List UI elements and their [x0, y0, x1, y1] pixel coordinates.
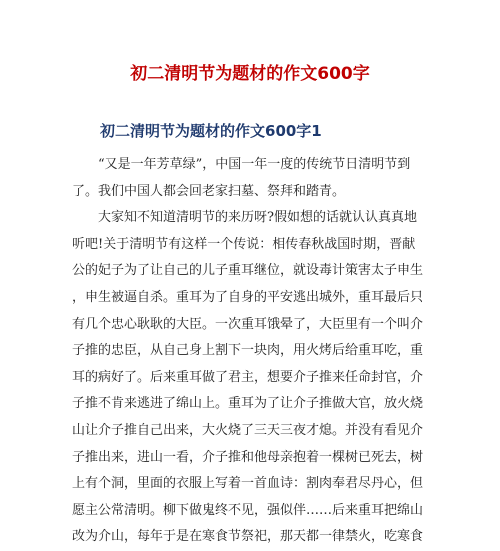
paragraph-line: 山让介子推自己出来，大火烧了三天三夜才熄。并没有看见介	[72, 422, 424, 438]
section-heading: 初二清明节为题材的作文600字1	[100, 122, 322, 140]
paragraph-line: 有几个忠心耿耿的大臣。一次重耳饿晕了，大臣里有一个叫介	[72, 316, 424, 332]
paragraph-line: 听吧!关于清明节有这样一个传说：相传春秋战国时期，晋献	[72, 236, 416, 252]
article-body	[72, 152, 432, 545]
paragraph-line: 改为介山，每年于是在寒食节祭祀，那天都一律禁火，吃寒食	[72, 529, 424, 545]
paragraph-line: 了。我们中国人都会回老家扫墓、祭拜和踏青。	[72, 183, 346, 199]
document-title: 初二清明节为题材的作文600字	[130, 64, 370, 84]
paragraph-line: 公的妃子为了让自己的儿子重耳继位，就设毒计策害太子申生	[72, 263, 424, 279]
paragraph-line: 子推出来，进山一看，介子推和他母亲抱着一棵树已死去，树	[72, 449, 424, 465]
paragraph-line: ，申生被逼自杀。重耳为了自身的平安逃出城外，重耳最后只	[72, 289, 424, 305]
paragraph-line: “又是一年芳草绿”，中国一年一度的传统节日清明节到	[98, 157, 411, 172]
paragraph-line: 上有个洞，里面的衣服上写着一首血诗：割肉奉君尽丹心，但	[72, 476, 424, 492]
paragraph-line: 大家知不知道清明节的来历呀?假如想的话就认认真真地	[98, 210, 417, 226]
paragraph-line: 愿主公常清明。柳下做鬼终不见，强似伴……后来重耳把绵山	[72, 502, 424, 518]
paragraph-line: 子推不肯来逃进了绵山上。重耳为了让介子推做大官，放火烧	[72, 396, 424, 412]
paragraph-line: 耳的病好了。后来重耳做了君主，想要介子推来任命封官，介	[72, 369, 424, 385]
paragraph-line: 子推的忠臣，从自己身上割下一块肉，用火烤后给重耳吃，重	[72, 343, 424, 359]
